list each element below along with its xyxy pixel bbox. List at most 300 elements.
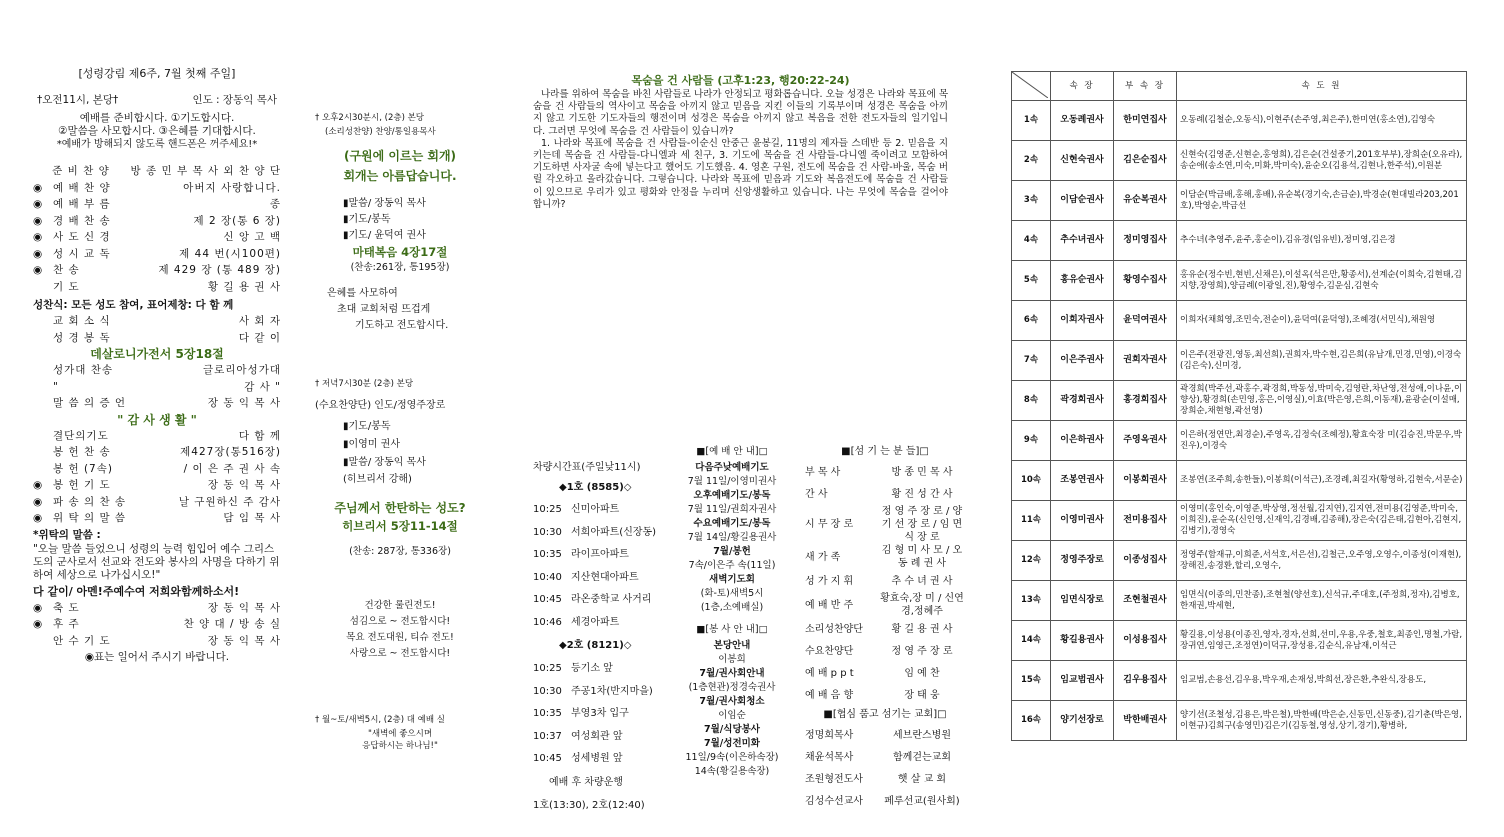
order-item: 준 비 찬 양 — [52, 165, 110, 177]
bus-time: 10:30 — [533, 685, 562, 697]
guide-heading: 7월/권사회청소 — [699, 696, 765, 707]
bus-schedule — [533, 459, 683, 817]
servant-row — [805, 724, 965, 746]
order-item: 성가대 찬송 — [53, 364, 114, 376]
order-detail: 장 동 익 목 사 — [207, 397, 281, 409]
servant-row — [805, 790, 965, 812]
bus-stop — [533, 612, 683, 635]
cell-members: 정영주(함재규,이희준,서석호,서은선),김철근,오주영,오영수,이종성(이재현),장해진,송경환,할리,오영수, — [1177, 541, 1467, 581]
scripture-reference: 데살로니가전서 5장18절 — [90, 347, 224, 361]
article — [533, 73, 948, 211]
closing-3: 기도하고 전도합시다. — [355, 320, 449, 331]
cell-group-row — [1012, 581, 1467, 621]
servant-role: 수요찬양단 — [805, 645, 854, 657]
bus-place: 라온중학교 사거리 — [571, 594, 652, 605]
bus-time: 10:35 — [533, 549, 562, 560]
cell-leader: 황길용권사 — [1051, 621, 1114, 661]
order-detail: 제427장(통516장) — [180, 446, 281, 458]
afternoon-sub: (소리성찬양) 찬양/통일용목사 — [325, 127, 436, 137]
order-item: 파 송 의 찬 송 — [53, 495, 127, 508]
order-of-worship — [33, 66, 281, 665]
order-item: 기 도 — [53, 280, 80, 293]
cell-subleader: 주영옥권사 — [1114, 421, 1177, 461]
servant-role: 성 가 지 휘 — [805, 575, 854, 587]
bus-place: 성세병원 앞 — [571, 753, 623, 764]
servant-role: 김성수선교사 — [805, 795, 863, 807]
cell-number: 9속 — [1012, 421, 1051, 461]
servant-name: 추 수 녀 권 사 — [891, 575, 953, 587]
commission-title: *위탁의 말씀 : — [33, 528, 101, 541]
header: [성령강림 제6주, 7월 첫째 주일] — [78, 67, 236, 80]
scripture-1: 마태복음 4장17절 — [352, 245, 448, 259]
order-row — [33, 362, 281, 379]
bus-title: 차량시간표(주일낮11시) — [533, 462, 641, 473]
standing-mark: ◉ — [33, 181, 43, 194]
cell-number: 4속 — [1012, 221, 1051, 261]
bus-place: 부영3차 입구 — [571, 708, 629, 719]
cell-members: 이영미(홍인숙,이영준,박상영,정선월,김지연),김지연,전미용(김영준,박미숙,이희진),윤순옥(신인영,신재익,김경배,김종해),장은숙(김은태,김현아,김현지,김병기),경영숙 — [1177, 501, 1467, 541]
header-members: 속 도 원 — [1177, 72, 1467, 101]
order-row — [33, 180, 281, 197]
bus-stop — [533, 499, 683, 522]
standing-mark: ◉ — [33, 198, 43, 210]
cell-subleader: 권희자권사 — [1114, 341, 1177, 381]
bus-time: 10:46 — [533, 616, 562, 628]
header-leader: 속 장 — [1051, 72, 1114, 101]
servant-name: 정 영 주 장 로 / 양 기 선 장 로 / 임 면 식 장 로 — [881, 506, 963, 543]
cell-subleader: 한미연집사 — [1114, 101, 1177, 141]
servant-role: 간 사 — [805, 488, 828, 500]
standing-mark: ◉ — [33, 512, 43, 524]
order-item: 봉 헌 찬 송 — [53, 446, 111, 458]
order-row — [33, 246, 281, 263]
servant-name: 장 태 웅 — [904, 689, 940, 701]
order-row — [33, 262, 281, 279]
standing-mark: ◉ — [33, 214, 43, 227]
cell-number: 12속 — [1012, 541, 1051, 581]
order-item: 결단의기도 — [53, 429, 109, 442]
guide-detail: (1층,소예배실) — [700, 602, 764, 613]
bus-time: 10:40 — [533, 571, 562, 583]
bus-stop — [533, 748, 683, 771]
cell-number: 6속 — [1012, 301, 1051, 341]
guide-detail: 7월 11일/권희자권사 — [687, 504, 777, 515]
bus-time: 10:30 — [533, 526, 562, 538]
cell-subleader: 김우용집사 — [1114, 661, 1177, 701]
service-title: ■[봉 사 안 내]□ — [696, 624, 768, 635]
cell-subleader: 홍경희집사 — [1114, 381, 1177, 421]
bus-2: ◆2호 (8121)◇ — [559, 640, 632, 651]
worship-title: ■[예 배 안 내]□ — [696, 446, 768, 457]
order-item: 봉 헌 기 도 — [53, 479, 111, 491]
intro-1: 예배를 준비합시다. ①기도합시다. — [79, 112, 235, 124]
servant-role: 정명희목사 — [805, 729, 854, 741]
slogan-3: 목요 전도대원, 티슈 전도! — [346, 632, 454, 643]
order-detail: 제 44 번(시100편) — [179, 247, 281, 260]
cell-subleader: 이봉희권사 — [1114, 461, 1177, 501]
servant-name: 세브란스병원 — [893, 729, 951, 741]
cell-leader: 임면식장로 — [1051, 581, 1114, 621]
intro-2: ②말씀을 사모합시다. ③은혜를 기대합시다. — [58, 125, 256, 137]
cell-group-row — [1012, 421, 1467, 461]
cell-members: 홍유순(정수빈,현빈,신채은),이설옥(석은만,황종서),선계순(이희숙,김현태,김지향,장영희),양금례(이광일,진),황영수,김운심,김현숙 — [1177, 261, 1467, 301]
standing-mark — [33, 461, 53, 478]
cell-leader: 오동례권사 — [1051, 101, 1114, 141]
amen-prayer: 다 같이/ 아멘!주예수여 저희와함께하소서! — [33, 584, 240, 598]
cell-number: 13속 — [1012, 581, 1051, 621]
cell-leader: 양기선장로 — [1051, 701, 1114, 741]
bus-place: 신미아파트 — [571, 504, 620, 515]
guide-heading: 7월/성전미화 — [704, 738, 760, 749]
order-item: 경 배 찬 송 — [53, 214, 111, 227]
order-rows-5 — [33, 600, 281, 650]
servant-name: 함께걷는교회 — [893, 751, 951, 763]
cell-group-row — [1012, 661, 1467, 701]
evening-item-1: ▮기도/봉독 — [343, 421, 391, 432]
cell-members: 이담순(박금배,홍해,홍배),유순복(경기숙,손금순),박경순(현대빌라203,201호),박영순,박금선 — [1177, 181, 1467, 221]
cell-group-row — [1012, 181, 1467, 221]
order-row — [33, 213, 281, 230]
closing-2: 초대 교회처럼 뜨겁게 — [337, 304, 431, 315]
order-item: 성 시 교 독 — [53, 247, 111, 260]
cell-group-row — [1012, 381, 1467, 421]
order-detail: 장 동 익 목 사 — [207, 601, 281, 614]
cell-leader: 신현숙권사 — [1051, 141, 1114, 181]
servant-row — [805, 684, 965, 706]
bus-stop — [533, 589, 683, 612]
bus-time: 10:45 — [533, 753, 562, 764]
order-row — [33, 510, 281, 527]
servant-name: 김 형 미 사 모 / 오 동 례 권 사 — [881, 545, 963, 569]
guide-heading: 수요예배기도/봉독 — [693, 518, 771, 529]
standing-mark: ◉ — [33, 618, 43, 630]
order-row — [33, 444, 281, 461]
servant-name: 햇 살 교 회 — [897, 773, 947, 785]
cell-members: 추수녀(추영주,윤주,홍순이),김유경(임유빈),정미영,김은경 — [1177, 221, 1467, 261]
cell-subleader: 유순복권사 — [1114, 181, 1177, 221]
order-row — [33, 600, 281, 617]
order-row — [33, 196, 281, 213]
cell-members: 조봉연(조주희,송한들),이봉희(이석근),조경례,최길자(황영하,김현숙,서문순) — [1177, 461, 1467, 501]
cell-leader: 곽경희권사 — [1051, 381, 1114, 421]
evening-sub: (수요찬양단) 인도/정영주장로 — [315, 400, 446, 411]
order-item: 위 탁 의 말 씀 — [53, 512, 127, 524]
cell-number: 8속 — [1012, 381, 1051, 421]
order-item: 사 도 신 경 — [53, 231, 111, 243]
bus-stop — [533, 658, 683, 681]
bus-time: 10:25 — [533, 504, 562, 515]
cell-members: 임교범,손용선,김우용,박우재,손재성,박희선,장은환,추완식,장용도, — [1177, 661, 1467, 701]
standing-mark: ◉ — [33, 479, 43, 491]
order-detail: 제 429 장 (통 489 장) — [158, 264, 281, 276]
cell-members: 양기선(조철성,김용은,박은철),박한배(박은순,신동민,신동중),김기춘(박은영,이현규)김희구(송영민)김은기(김동철,영성,상기,경기),황병하, — [1177, 701, 1467, 741]
standing-mark — [33, 379, 53, 396]
order-item: 교 회 소 식 — [53, 315, 111, 327]
cell-members: 오동례(김철순,오동식),이현주(손주영,최은주),한미연(홍소연),김영숙 — [1177, 101, 1467, 141]
cell-group-row — [1012, 621, 1467, 661]
cell-members: 이은하(정연만,최경순),주영옥,김정숙(조혜정),황효숙장 미(김승진,박문우,박진우),이경숙 — [1177, 421, 1467, 461]
cell-group-row — [1012, 101, 1467, 141]
cell-members: 신현숙(김영준,신현순,홍영희),김은순(건설중기,201호부부),장희순(오유라),송순애(송소연,미숙,미화,박미숙),윤순오(김용석,김현나,한주석),이원분 — [1177, 141, 1467, 181]
bus-time: 10:35 — [533, 708, 562, 719]
cell-members: 임면식(이종의,민찬종),조현철(양선호),신석규,주대호,(주정희,정자),김병호,한재권,박세현, — [1177, 581, 1467, 621]
commission-body: "오늘 말씀 들었으니 성령의 능력 힘입어 예수 그리스도의 군사로서 선교와 전도와 봉사의 사명을 다하기 위하여 세상으로 나가십시오!" — [33, 542, 280, 581]
article-title: 목숨을 건 사람들 (고후1:23, 행20:22-24) — [631, 74, 850, 87]
cell-group-row — [1012, 341, 1467, 381]
cell-leader: 이희자권사 — [1051, 301, 1114, 341]
bus-stop — [533, 544, 683, 567]
standing-mark — [33, 330, 53, 347]
closing-1: 은혜를 사모하여 — [327, 288, 398, 299]
order-rows-3 — [33, 362, 281, 412]
sacrament-note: 성찬식: 모든 성도 참여, 표어제창: 다 함 께 — [33, 299, 234, 311]
order-detail: 황 길 용 권 사 — [207, 280, 281, 293]
evening-header: † 저녁7시30분 (2층) 본당 — [315, 379, 414, 389]
order-row — [33, 633, 281, 650]
afternoon-item-3: ▮기도/ 윤덕여 권사 — [343, 230, 426, 241]
bus-place: 라이프아파트 — [571, 549, 629, 560]
header-corner — [1012, 72, 1051, 101]
standing-mark: ◉ — [33, 264, 43, 276]
other-services — [315, 110, 485, 752]
theme-3: 주님께서 한탄하는 성도? — [334, 501, 466, 515]
guide-heading: 본당안내 — [713, 640, 751, 651]
cell-number: 16속 — [1012, 701, 1051, 741]
guide-heading: 새벽기도회 — [709, 574, 755, 585]
order-item: 봉 헌 (7속) — [53, 462, 113, 475]
cell-leader: 이영미권사 — [1051, 501, 1114, 541]
guide-detail: (화-토)새벽5시 — [700, 588, 764, 599]
hymn-2: (찬송: 287장, 통336장) — [349, 546, 451, 557]
cell-group-row — [1012, 701, 1467, 741]
cell-leader: 추수녀권사 — [1051, 221, 1114, 261]
order-rows-4 — [33, 428, 281, 527]
cell-members: 이희자(채희영,조민숙,전순이),윤덕여(윤덕영),조혜경(서민식),채원영 — [1177, 301, 1467, 341]
standing-mark — [33, 633, 53, 650]
order-detail: 글로리아성가대 — [202, 364, 281, 376]
slogan-1: 건강한 룰린전도! — [364, 600, 436, 611]
servant-row — [805, 662, 965, 684]
servant-row — [805, 746, 965, 768]
guide-heading: 다음주낮예배기도 — [695, 462, 769, 473]
order-row — [33, 461, 281, 478]
servant-name: 정 영 주 장 로 — [891, 645, 953, 657]
order-item: 후 주 — [53, 618, 80, 630]
cell-subleader: 조현철권사 — [1114, 581, 1177, 621]
bus-time: 10:25 — [533, 663, 562, 674]
order-detail: 사 회 자 — [238, 315, 281, 327]
guides — [673, 443, 791, 779]
order-detail: 종 — [269, 198, 281, 210]
cell-number: 1속 — [1012, 101, 1051, 141]
cell-number: 14속 — [1012, 621, 1051, 661]
order-detail: 다 함 께 — [238, 429, 281, 442]
servant-row — [805, 505, 965, 544]
standing-mark: ◉ — [33, 247, 43, 260]
servant-role: 부 목 사 — [805, 466, 841, 478]
cell-number: 11속 — [1012, 501, 1051, 541]
bus-stop — [533, 726, 683, 749]
servant-role: 소리성찬양단 — [805, 623, 863, 635]
cell-subleader: 정미영집사 — [1114, 221, 1177, 261]
bus-stop — [533, 567, 683, 590]
cell-number: 7속 — [1012, 341, 1051, 381]
servant-row — [805, 483, 965, 505]
servant-role: 조원형전도사 — [805, 773, 863, 785]
servant-row — [805, 640, 965, 662]
scripture-2: 히브리서 5장11-14절 — [342, 519, 458, 533]
bus-place: 세경아파트 — [571, 616, 620, 628]
standing-mark — [33, 313, 53, 330]
bus-after: 예배 후 차량운행 — [549, 776, 623, 788]
order-row — [33, 494, 281, 511]
bus-after-2: 1호(13:30), 2호(12:40) — [533, 799, 645, 811]
cell-members: 곽경희(박주선,곽홍수,곽경희,박동성,박미숙,김영란,차난영,전성애,이나윤,이향상),황경희(손민영,홍은,이영실),이효(박은영,은희,이동재),윤광순(이설매,장희순,채현형,곽선영) — [1177, 381, 1467, 421]
servant-row — [805, 544, 965, 570]
order-detail: 장 동 익 목 사 — [207, 634, 281, 647]
guide-detail: 7속/이은주 속(11일) — [688, 560, 776, 571]
servant-row — [805, 618, 965, 640]
bus-place: 주공1차(반지마을) — [571, 685, 653, 697]
cell-number: 15속 — [1012, 661, 1051, 701]
cell-members: 이은주(전광진,영동,최선희),권희자,박수현,김은희(유남개,민경,민영),이경숙(김은숙),신미경, — [1177, 341, 1467, 381]
order-detail: 날 구원하신 주 감사 — [178, 495, 281, 508]
standing-mark: ◉ — [33, 601, 43, 614]
order-row — [33, 163, 281, 180]
intro-3: *예배가 방해되지 않도록 핸드폰은 꺼주세요!* — [56, 139, 258, 150]
cell-members: 황길용,이성용(이종진,영자,경자,선희,선미,우용,우중,철호,최종인,명철,가람,장귀연,임영근,조정연)이덕규,장성용,김순식,유남재,이석근 — [1177, 621, 1467, 661]
cell-group-row — [1012, 221, 1467, 261]
afternoon-item-1: ▮말씀/ 장동익 목사 — [343, 198, 426, 209]
cell-leader: 이담순권사 — [1051, 181, 1114, 221]
bus-stop — [533, 703, 683, 726]
service-time: †오전11시, 본당† — [37, 94, 119, 106]
guide-heading: 7월/식당봉사 — [704, 724, 760, 735]
order-rows-1 — [33, 163, 281, 295]
servant-role: 채윤석목사 — [805, 751, 854, 763]
servants — [805, 443, 965, 812]
theme-2: 회개는 아름답습니다. — [343, 169, 457, 183]
article-body-2: 1. 나라와 목표에 목숨을 건 사람들-이순신 안중근 윤봉길, 11명의 제자들 스데반 등 2. 믿음을 지키는데 목숨을 건 사람들-다니엘과 세 친구, 3. 기도에 목숨을 건 사람들-다니엘 죽이려고 모함하여 기도하면 사자굴 속에 넣는다고 했어도 기도했음. 4. 영혼 구원, 전도에 목숨을 건 사람-바울, 목숨 버릴 각오하고 올라갔습니다. 그렇습니다. 나라와 목표에 믿음과 기도와 복음전도에 목숨을 건 사람들이 있으므로 우리가 있고 평화와 안정을 누리며 신앙생활하고 있습니다. 나는 무엇에 목숨을 걸어야 합니까? — [533, 137, 948, 210]
servant-name: 황효숙,장 미 / 신연경,정혜주 — [880, 593, 964, 617]
order-row — [33, 229, 281, 246]
order-row — [33, 379, 281, 396]
servant-role: 시 무 장 로 — [805, 519, 854, 530]
hymn-1: (찬송:261장, 통195장) — [350, 262, 450, 273]
standing-mark — [33, 163, 52, 180]
servant-row — [805, 768, 965, 790]
cell-subleader: 황영수집사 — [1114, 261, 1177, 301]
evening-item-2: ▮이영미 권사 — [343, 439, 400, 450]
cell-subleader: 이성용집사 — [1114, 621, 1177, 661]
footnote: ◉표는 일어서 주시기 바랍니다. — [84, 651, 230, 663]
order-detail: 장 동 익 목 사 — [207, 479, 281, 491]
cell-number: 10속 — [1012, 461, 1051, 501]
bus-time: 10:45 — [533, 594, 562, 605]
order-row — [33, 313, 281, 330]
guide-detail: 14속(황길용속장) — [694, 766, 770, 777]
order-item: 예 배 찬 양 — [53, 181, 111, 194]
order-detail: 제 2 장(통 6 장) — [193, 214, 281, 227]
bus-place: 여성회관 앞 — [571, 730, 623, 742]
bus-stop — [533, 522, 683, 545]
servant-role: 새 가 족 — [805, 551, 841, 563]
servant-name: 페루선교(원사회) — [884, 795, 960, 807]
cell-number: 5속 — [1012, 261, 1051, 301]
dawn-sub-2: 응답하시는 하나님!" — [362, 741, 438, 751]
order-item: 안 수 기 도 — [53, 634, 111, 647]
afternoon-header: † 오후2시30분시, (2층) 본당 — [315, 113, 425, 123]
standing-mark — [33, 428, 53, 445]
servant-row — [805, 592, 965, 618]
cell-leader: 정영주장로 — [1051, 541, 1114, 581]
cell-leader: 이은주권사 — [1051, 341, 1114, 381]
order-rows-2 — [33, 313, 281, 346]
servant-row — [805, 461, 965, 483]
order-detail: 신 앙 고 백 — [223, 231, 281, 243]
serve-title: ■[섬 기 는 분 들]□ — [841, 446, 929, 457]
order-row — [33, 279, 281, 296]
order-detail: 아버지 사랑합니다. — [183, 181, 281, 194]
cell-group-row — [1012, 301, 1467, 341]
servant-role: 예 배 음 향 — [805, 689, 854, 701]
guide-heading: 7월/권사회안내 — [699, 668, 765, 679]
cell-group-row — [1012, 501, 1467, 541]
order-item: 성 경 봉 독 — [53, 331, 111, 344]
standing-mark — [33, 279, 53, 296]
cell-group-row — [1012, 141, 1467, 181]
cell-leader: 이은하권사 — [1051, 421, 1114, 461]
cell-group-row — [1012, 261, 1467, 301]
evening-note: (히브리서 강해) — [343, 474, 412, 485]
cell-subleader: 윤덕여권사 — [1114, 301, 1177, 341]
servant-name: 황 길 용 권 사 — [891, 623, 953, 635]
cell-subleader: 박한배권사 — [1114, 701, 1177, 741]
guide-detail: 이봉희 — [718, 654, 746, 665]
order-detail: 감 사 " — [244, 380, 281, 393]
evening-item-3: ▮말씀/ 장동익 목사 — [343, 457, 426, 468]
cell-group-row — [1012, 541, 1467, 581]
cell-group-row — [1012, 461, 1467, 501]
cell-subleader: 이종성집사 — [1114, 541, 1177, 581]
guide-heading: 오후예배기도/봉독 — [693, 490, 771, 501]
cell-number: 2속 — [1012, 141, 1051, 181]
slogan-2: 섬김으로 ~ 전도합시다! — [349, 616, 451, 627]
order-detail: 다 같 이 — [238, 331, 281, 344]
servant-name: 임 예 찬 — [904, 667, 940, 679]
order-detail: 방 종 민 부 목 사 외 찬 양 단 — [130, 165, 281, 177]
order-item: " — [53, 380, 59, 393]
servant-name: 방 종 민 목 사 — [891, 466, 953, 478]
servant-role: 예 배 p p t — [805, 667, 854, 679]
leader: 인도 : 장동익 목사 — [192, 94, 277, 106]
standing-mark — [33, 395, 53, 412]
theme-1: (구원에 이르는 회개) — [343, 149, 457, 163]
order-detail: / 이 은 주 권 사 속 — [183, 462, 281, 475]
cell-group-table — [1011, 71, 1467, 741]
afternoon-item-2: ▮기도/봉독 — [343, 214, 391, 225]
order-detail: 찬 양 대 / 방 송 실 — [183, 618, 281, 630]
bus-place: 등기소 앞 — [571, 663, 613, 674]
order-row — [33, 477, 281, 494]
bus-place: 지산현대아파트 — [571, 571, 639, 583]
mission-title: ■[협심 품고 섬기는 교회]□ — [823, 709, 947, 720]
cell-number: 3속 — [1012, 181, 1051, 221]
guide-detail: 7월 11일/이영미권사 — [687, 476, 777, 487]
bus-stop — [533, 681, 683, 704]
header-subleader: 부 속 장 — [1114, 72, 1177, 101]
sermon-title: " 감 사 생 활 " — [117, 412, 197, 427]
